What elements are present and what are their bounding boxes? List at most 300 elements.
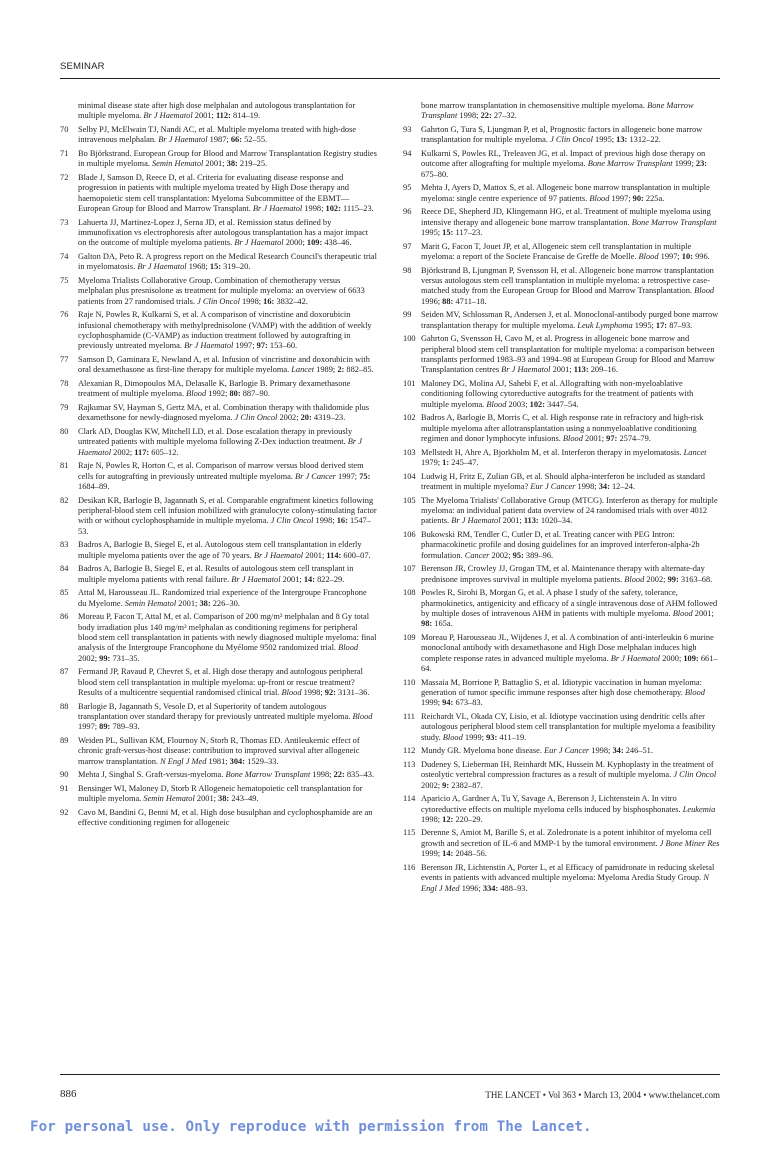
reference-item [60, 379, 377, 400]
citation-text: 1979; [421, 457, 443, 467]
citation-text: Mellstedt H, Ahre A, Bjorkholm M, et al. Interferon therapy in myelomatosis. [421, 447, 684, 457]
reference-item [403, 149, 721, 180]
reference-text [421, 564, 721, 585]
reference-text [421, 310, 721, 331]
citation-text: 245–47. [449, 457, 479, 467]
volume-number: 38: [199, 598, 211, 608]
journal-name: Leukemia [682, 804, 716, 814]
journal-name: Semin Hematol [143, 794, 195, 804]
citation-text: Lahuerta JJ, Martinez-Lopez J, Serna JD, et al. Remission status defined by immunofixation vs electrophoresis after autologous transplantation has a major impact on the outcome of multiple myeloma patients. [78, 217, 369, 248]
journal-name: Blood [694, 286, 715, 296]
reference-item [60, 496, 377, 537]
references-right-column [403, 101, 721, 897]
reference-number: 75 [60, 275, 69, 285]
volume-number: 99: [99, 653, 111, 663]
reference-text [421, 101, 721, 122]
citation-text: 2001; [582, 433, 607, 443]
reference-text [421, 496, 721, 527]
citation-text: 731–35. [110, 653, 140, 663]
volume-number: 334: [482, 883, 499, 893]
citation-text: 2001; [303, 550, 327, 560]
reference-item [403, 760, 721, 791]
journal-name: Bone Marrow Transplant [225, 770, 311, 780]
reference-number: 95 [403, 183, 412, 193]
reference-number: 77 [60, 354, 69, 364]
reference-text [78, 101, 377, 122]
citation-text: Marit G, Facon T, Jouet JP, et al, Allogeneic stem cell transplantation in multiple myeloma: a report of the Societe Francaise de Greffe de Moelle. [421, 241, 692, 261]
citation-text: Mehta J, Singhal S. Graft-versus-myeloma. [78, 770, 226, 780]
volume-number: 99: [667, 574, 679, 584]
journal-name: Semin Hematol [151, 159, 204, 169]
citation-text: Moreau P, Harousseau JL, Wijdenes J, et al. A combination of anti-interleukin 6 murine monoclonal antibody with dexamethasone and High Dose melphalan induces high complete response rates in advanced multiple myeloma. [421, 632, 714, 663]
reference-item [403, 266, 721, 307]
reference-text [78, 564, 377, 585]
reference-text [421, 379, 721, 410]
reference-text [421, 334, 721, 375]
citation-text: 2002; [78, 653, 100, 663]
reference-number: 91 [60, 783, 69, 793]
volume-number: 23: [695, 159, 708, 169]
citation-text: 27–32. [491, 111, 517, 121]
citation-text: Dudeney S, Lieberman IH, Reinhardt MK, Hussein M. Kyphoplasty in the treatment of osteolytic vertebral compression fractures as a result of multiple myeloma. [421, 759, 714, 780]
journal-name: Eur J Cancer [544, 746, 590, 756]
citation-text: Powles R, Sirohi B, Morgan G, et al. A phase I study of the safety, tolerance, pharmokinetics, antigenicity and efficacy of a single intravenous dose of AHM followed by multiple doses of intravenous AHM in patients with multiple myeloma. [421, 588, 718, 618]
citation-text: 2002; [111, 447, 135, 457]
page-number: 886 [60, 1088, 77, 1100]
reference-item [403, 712, 721, 743]
reference-item [403, 413, 721, 444]
journal-name: Bone Marrow Transplant [587, 159, 673, 169]
journal-name: N Engl J Med [160, 756, 207, 766]
citation-text: Badros A, Barlogie B, Siegel E, et al. Results of autologous stem cell transplant in multiple myeloma patients with renal failure. [78, 564, 354, 584]
citation-text: 605–12. [149, 447, 179, 457]
reference-item [60, 276, 377, 307]
citation-text: Selby PJ, McElwain TJ, Nandi AC, et al. Multiple myeloma treated with high-dose intravenous melphalan. [78, 124, 357, 145]
volume-number: 113: [573, 365, 589, 375]
citation-text: Samson D, Gaminara E, Newland A, et al. Infusion of vincristine and doxorubicin with oral dexamethasone as first-line therapy for multiple myeloma. [78, 354, 370, 375]
reference-text [78, 125, 377, 146]
reference-number: 116 [403, 862, 416, 872]
volume-number: 22: [333, 770, 345, 780]
reference-text [78, 540, 377, 561]
reference-text [421, 183, 721, 204]
citation-text: 1987; [207, 135, 231, 145]
reference-item [403, 472, 721, 493]
citation-text: Rajkumar SV, Hayman S, Gertz MA, et al. Combination therapy with thalidomide plus dexamethsone for newly-diagnosed myeloma. [78, 402, 370, 423]
reference-text [421, 242, 721, 263]
reference-item [60, 252, 377, 273]
volume-number: 89: [99, 722, 111, 732]
volume-number: 92: [324, 687, 336, 697]
reference-item [60, 564, 377, 585]
volume-number: 66: [230, 135, 242, 145]
citation-text: 12–24. [609, 481, 635, 491]
citation-text: 2003; [506, 399, 530, 409]
reference-text [421, 678, 721, 709]
citation-text: 1998; [575, 481, 599, 491]
citation-text: Desikan KR, Barlogie B, Jagannath S, et al. Comparable engraftment kinetics following peripheral-blood stem cell infusion mobilized with granulocyte colony-stimulating factor with or without cyclophosphamide in multiple myeloma. [78, 495, 377, 526]
volume-number: 102: [325, 203, 341, 213]
citation-text: 822–29. [315, 574, 345, 584]
volume-number: 22: [480, 111, 492, 121]
reference-item [60, 808, 377, 829]
reference-text [78, 667, 377, 698]
citation-text: 219–25. [237, 159, 268, 169]
citation-text: 814–19. [230, 111, 261, 121]
volume-number: 13: [616, 135, 628, 145]
journal-name: Br J Haematol [78, 437, 362, 457]
reference-text [78, 588, 377, 609]
volume-number: 93: [486, 732, 498, 742]
citation-text: The Myeloma Trialists' Collaborative Group (MTCG). Interferon as therapy for multiple myeloma: an individual patient data overview of 24 randomised trials with over 4012 patients. [421, 495, 718, 526]
citation-text: 1981; [206, 756, 230, 766]
reference-text [78, 252, 377, 273]
reference-number: 93 [403, 124, 412, 134]
reference-text [421, 794, 721, 825]
volume-number: 2: [337, 365, 345, 375]
citation-text: 3447–54. [545, 399, 579, 409]
journal-name: Blood [186, 389, 207, 399]
citation-text: Ludwig H, Fritz E, Zulian GB, et al. Should alpha-interferon be included as standard treatment in multiple myeloma? [421, 471, 705, 491]
reference-item [403, 448, 721, 469]
volume-number: 38: [218, 794, 230, 804]
reference-number: 97 [403, 241, 412, 251]
citation-text: 3131–36. [335, 687, 370, 697]
reference-number: 90 [60, 770, 69, 780]
reference-number: 74 [60, 251, 69, 261]
journal-name: Semin Hematol [124, 598, 177, 608]
reference-item [403, 183, 721, 204]
reference-item [403, 588, 721, 629]
citation-text: 661–64. [421, 653, 718, 673]
reference-item [60, 149, 377, 170]
volume-number: 102: [529, 399, 546, 409]
reference-number: 96 [403, 207, 412, 217]
volume-number: 34: [612, 746, 624, 756]
citation-text: Bukowski RM, Tendler C, Cutler D, et al. Treating cancer with PEG Intron: pharmacokinetic profile and dosing guidelines for an improved interferon-alpha-2b formulation. [421, 529, 700, 560]
references-left-column [60, 101, 377, 832]
reference-number: 84 [60, 564, 69, 574]
journal-name: Br J Haematol [231, 574, 281, 584]
volume-number: 90: [632, 193, 644, 203]
volume-number: 17: [655, 320, 668, 330]
reference-number: 92 [60, 807, 69, 817]
citation-text: 1998; [313, 516, 337, 526]
citation-text: 1999; [462, 732, 487, 742]
reference-item [403, 496, 721, 527]
header-rule [60, 78, 720, 79]
running-header: SEMINAR [60, 61, 105, 72]
reference-number: 107 [403, 564, 416, 574]
reference-item [60, 540, 377, 561]
citation-text: 319–20. [221, 262, 251, 272]
journal-name: Blood [638, 251, 659, 261]
citation-text: 411–19. [497, 732, 527, 742]
footer-rule [60, 1074, 720, 1075]
reference-text [421, 588, 721, 629]
citation-text: 220–29. [453, 814, 483, 824]
reference-text [421, 448, 721, 469]
citation-text: Mehta J, Ayers D, Mattox S, et al. Allogeneic bone marrow transplantation in multiple myeloma: single centre experience of 97 patients. [421, 183, 710, 203]
reference-text [421, 207, 721, 238]
reference-number: 110 [403, 677, 416, 687]
citation-text: 2001; [692, 608, 714, 618]
citation-text: 3163–68. [678, 574, 713, 584]
reference-number: 114 [403, 794, 416, 804]
volume-number: 114: [326, 550, 342, 560]
volume-number: 1: [442, 457, 450, 467]
reference-item [60, 736, 377, 767]
volume-number: 95: [512, 550, 524, 560]
citation-text: 1999; [421, 698, 443, 708]
reference-number: 76 [60, 310, 69, 320]
citation-text: 2002; [421, 780, 443, 790]
citation-text: 1997; [78, 722, 100, 732]
reference-text [78, 808, 377, 829]
journal-name: J Clin Oncol [270, 516, 314, 526]
citation-text: Bensinger WI, Maloney D, Storb R Allogeneic hematopoietic cell transplantation for multiple myeloma. [78, 783, 363, 804]
journal-name: Blood [562, 433, 583, 443]
citation-text: Badros A, Barlogie B, Siegel E, et al. Autologous stem cell transplantation in elderly multiple myeloma patients over the age of 70 years. [78, 540, 362, 560]
citation-text: Barlogie B, Jagannath S, Vesole D, et al Superiority of tandem autologous transplantation over standard therapy for previously untreated multiple myeloma. [78, 701, 353, 721]
volume-number: 304: [229, 756, 246, 766]
journal-name: Br J Haematol [451, 516, 501, 526]
citation-text: 1996; [459, 883, 483, 893]
citation-text: 1998; [239, 296, 264, 306]
citation-text: 2002; [277, 413, 301, 423]
reference-number: 112 [403, 746, 416, 756]
reference-item [403, 101, 721, 122]
journal-name: Br J Haematol [184, 341, 234, 351]
reference-text [421, 712, 721, 743]
reference-number: 100 [403, 334, 416, 344]
journal-name: Lancet [291, 365, 315, 375]
citation-text: 4711–18. [453, 296, 487, 306]
volume-number: 75: [359, 471, 371, 481]
journal-name: Br J Haematol [158, 135, 208, 145]
volume-number: 117: [134, 447, 150, 457]
citation-text: 488–93. [498, 883, 528, 893]
citation-text: Blade J, Samson D, Reece D, et al. Criteria for evaluating disease response and progression in patients with multiple myeloma treated by High Dose therapy and haemopoietic stem cell transplantation: Myeloma Subcommittee of the EBMT—European Group for Blood and Marrow Transplant. [78, 172, 350, 213]
journal-name: Br J Haematol [610, 653, 661, 663]
citation-text: 87–93. [667, 320, 693, 330]
reference-item [403, 310, 721, 331]
reference-text [421, 828, 721, 859]
reference-item [403, 379, 721, 410]
reference-item [60, 173, 377, 214]
citation-text: 2001; [500, 516, 524, 526]
reference-number: 109 [403, 632, 416, 642]
citation-text: 2048–56. [453, 849, 487, 859]
citation-text: Fermand JP, Ravaud P, Chevret S, et al. High dose therapy and autologous peripheral blood stem cell transplantation in multiple myeloma: up-front or rescue treatment? Results of a multicentre sequential randomised clinical trial. [78, 667, 363, 697]
journal-name: Blood [352, 711, 373, 721]
reference-item [403, 125, 721, 146]
citation-text: 4319–23. [311, 413, 346, 423]
reference-text [421, 413, 721, 444]
reference-number: 88 [60, 701, 69, 711]
reference-item [60, 702, 377, 733]
volume-number: 113: [523, 516, 539, 526]
reference-item [403, 334, 721, 375]
citation-text: 1529–33. [245, 756, 279, 766]
citation-text: 996. [692, 251, 710, 261]
journal-name: Br J Cancer [295, 471, 336, 481]
reference-text [421, 266, 721, 307]
citation-text: Weiden PL, Sullivan KM, Flournoy N, Storb R, Thomas ED. Antileukemic effect of chronic graft-versus-host disease: contribution to improved survival after allogeneic marrow transplantation. [78, 735, 360, 766]
reference-number: 104 [403, 471, 416, 481]
reference-item [403, 242, 721, 263]
citation-text: 2001; [203, 159, 227, 169]
reference-text [421, 530, 721, 561]
journal-name: Br J Haematol [252, 203, 303, 213]
citation-text: 225a. [643, 193, 665, 203]
citation-text: Cavo M, Bandini G, Benni M, et al. High dose busulphan and cyclophosphamide are an effective conditioning regimen for allogeneic [78, 807, 373, 828]
citation-text: 1998; [457, 111, 481, 121]
citation-text: Mundy GR. Myeloma bone disease. [421, 746, 545, 756]
reference-text [421, 633, 721, 674]
reference-text [78, 736, 377, 767]
citation-text: 246–51. [623, 746, 653, 756]
journal-name: Br J Haematol [137, 262, 187, 272]
citation-text: 1998; [310, 770, 334, 780]
journal-name: Br J Haematol [253, 550, 304, 560]
journal-name: Bone Marrow Transplant [421, 101, 694, 121]
volume-number: 38: [226, 159, 238, 169]
citation-text: Seiden MV, Schlossman R, Andersen J, et al. Monoclonal-antibody purged bone marrow transplantation therapy for multiple myeloma. [421, 310, 719, 330]
journal-name: Blood [589, 193, 610, 203]
citation-text: Reece DE, Shepherd JD, Klingemann HG, et al. Treatment of multiple myeloma using intensive therapy and allogeneic bone marrow transplantation. [421, 207, 711, 227]
reference-item [60, 784, 377, 805]
journal-name: Eur J Cancer [530, 481, 576, 491]
journal-name: J Clin Oncol [673, 770, 717, 780]
volume-number: 20: [300, 413, 312, 423]
volume-number: 98: [421, 619, 433, 629]
citation-text: 1998; [302, 203, 326, 213]
citation-text: 835–43. [344, 770, 375, 780]
citation-text: 1992; [206, 389, 230, 399]
journal-name: Blood [338, 643, 359, 653]
reference-text [78, 702, 377, 733]
reference-number: 103 [403, 447, 416, 457]
citation-text: Bo Björkstrand. European Group for Blood and Marrow Transplantation Registry studies in multiple myeloma. [78, 148, 377, 169]
citation-text: 2001; [192, 111, 216, 121]
citation-text: 789–93. [110, 722, 140, 732]
reference-item [403, 633, 721, 674]
reference-text [421, 746, 721, 756]
volume-number: 94: [442, 698, 454, 708]
reference-text [78, 149, 377, 170]
citation-text: 165a. [432, 619, 453, 629]
citation-text: 3832–42. [274, 296, 308, 306]
volume-number: 109: [306, 238, 323, 248]
citation-text: 1547–53. [78, 516, 371, 536]
citation-text: 1995; [421, 227, 443, 237]
citation-text: Galton DA, Peto R. A progress report on the Medical Research Council's therapeutic trial in myelomatosis. [78, 251, 377, 272]
reference-number: 94 [403, 148, 412, 158]
reference-item [60, 125, 377, 146]
reference-text [78, 403, 377, 424]
citation-text: Clark AD, Douglas KW, Mitchell LD, et al. Dose escalation therapy in previously untreated patients with multiple myeloma following Z-Dex induction treatment. [78, 426, 353, 447]
reference-number: 72 [60, 172, 69, 182]
journal-name: Br J Haematol [501, 365, 551, 375]
reference-text [78, 379, 377, 400]
citation-text: Moreau P, Facon T, Attal M, et al. Comparison of 200 mg/m² melphalan and 8 Gy total body irradiation plus 140 mg/m² melphalan as conditioning regimens for peripheral blood stem cell transplantation in patients with newly diagnosed multiple myeloma: final analysis of the Intergroupe Francophone du Myélome 9502 randomized trial. [78, 612, 377, 653]
reference-number: 115 [403, 828, 416, 838]
reference-number: 81 [60, 461, 69, 471]
reference-text [78, 427, 377, 458]
reference-number: 101 [403, 378, 416, 388]
reference-number: 111 [403, 711, 415, 721]
reference-item [403, 828, 721, 859]
reference-item [60, 218, 377, 249]
volume-number: 16: [336, 516, 348, 526]
reference-text [421, 125, 721, 146]
citation-text: Reichardt VL, Okada CY, Lisio, et al. Idiotype vaccination using dendritic cells after autologous peripheral blood stem cell transplantation for multiple myeloma a feasibility study. [421, 711, 716, 742]
citation-text: bone marrow transplantation in chemosensitive multiple myeloma. [421, 101, 648, 110]
citation-text: Gahrton G, Svensson H, Cavo M, et al. Progress in allogeneic bone marrow and peripheral blood stem cell transplantation for multiple myeloma: a comparison between transplants performed 1983–93 and 1994–98 at European Group for Blood and Marrow Transplantation centres [421, 334, 715, 375]
citation-text: 1997; [233, 341, 257, 351]
citation-text: 2001; [176, 598, 200, 608]
volume-number: 15: [442, 227, 454, 237]
volume-number: 12: [442, 814, 454, 824]
citation-text: 1999; [421, 849, 443, 859]
citation-text: Raje N, Powles R, Kulkarni S, et al. A comparison of vincristine and doxorubicin infusional chemotherapy with methylprednisolone (VAMP) with the addition of weekly cyclophosphamide (C-VAMP) as induction treatment followed by autografting in previously untreated myeloma. [78, 310, 372, 351]
reference-number: 80 [60, 426, 69, 436]
reference-item [403, 746, 721, 756]
citation-text: 243–49. [229, 794, 259, 804]
citation-text: 1968; [186, 262, 210, 272]
volume-number: 16: [263, 296, 275, 306]
volume-number: 88: [442, 296, 454, 306]
reference-number: 82 [60, 495, 69, 505]
citation-text: Gahrton G, Tura S, Ljungman P, et al, Prognostic factors in allogeneic bone marrow transplantation for multiple myeloma. [421, 124, 703, 145]
journal-name: Blood [486, 399, 507, 409]
reference-item [60, 770, 377, 780]
reference-number: 89 [60, 735, 69, 745]
journal-name: Blood [281, 687, 302, 697]
citation-text: 2382–87. [449, 780, 483, 790]
journal-name: Blood [442, 732, 463, 742]
volume-number: 97: [606, 433, 618, 443]
volume-number: 14: [442, 849, 454, 859]
reference-item [60, 310, 377, 351]
journal-name: Br J Haematol [143, 111, 193, 121]
journal-name: Leuk Lymphoma [577, 320, 633, 330]
reference-text [78, 173, 377, 214]
reference-number: 86 [60, 612, 69, 622]
citation-text: 1995; [632, 320, 656, 330]
citation-text: 2001; [194, 794, 219, 804]
citation-text: 2000; [660, 653, 684, 663]
citation-text: Raje N, Powles R, Horton C, et al. Comparison of marrow versus blood derived stem cells for autografting in previously untreated multiple myeloma. [78, 461, 364, 481]
citation-text: 2000; [283, 238, 307, 248]
journal-name: Cancer [464, 550, 490, 560]
citation-text: 600–07. [341, 550, 371, 560]
reference-number: 113 [403, 759, 416, 769]
journal-name: J Clin Oncol [197, 296, 240, 306]
citation-text: 1998; [589, 746, 613, 756]
journal-name: Blood [684, 687, 705, 697]
citation-text: 209–16. [588, 365, 618, 375]
citation-text: 2001; [550, 365, 574, 375]
citation-text: 2002; [644, 574, 668, 584]
citation-text: 675–80. [421, 169, 449, 179]
volume-number: 34: [598, 481, 610, 491]
volume-number: 97: [256, 341, 268, 351]
reference-item [60, 612, 377, 664]
reference-number: 79 [60, 402, 69, 412]
volume-number: 10: [681, 251, 693, 261]
